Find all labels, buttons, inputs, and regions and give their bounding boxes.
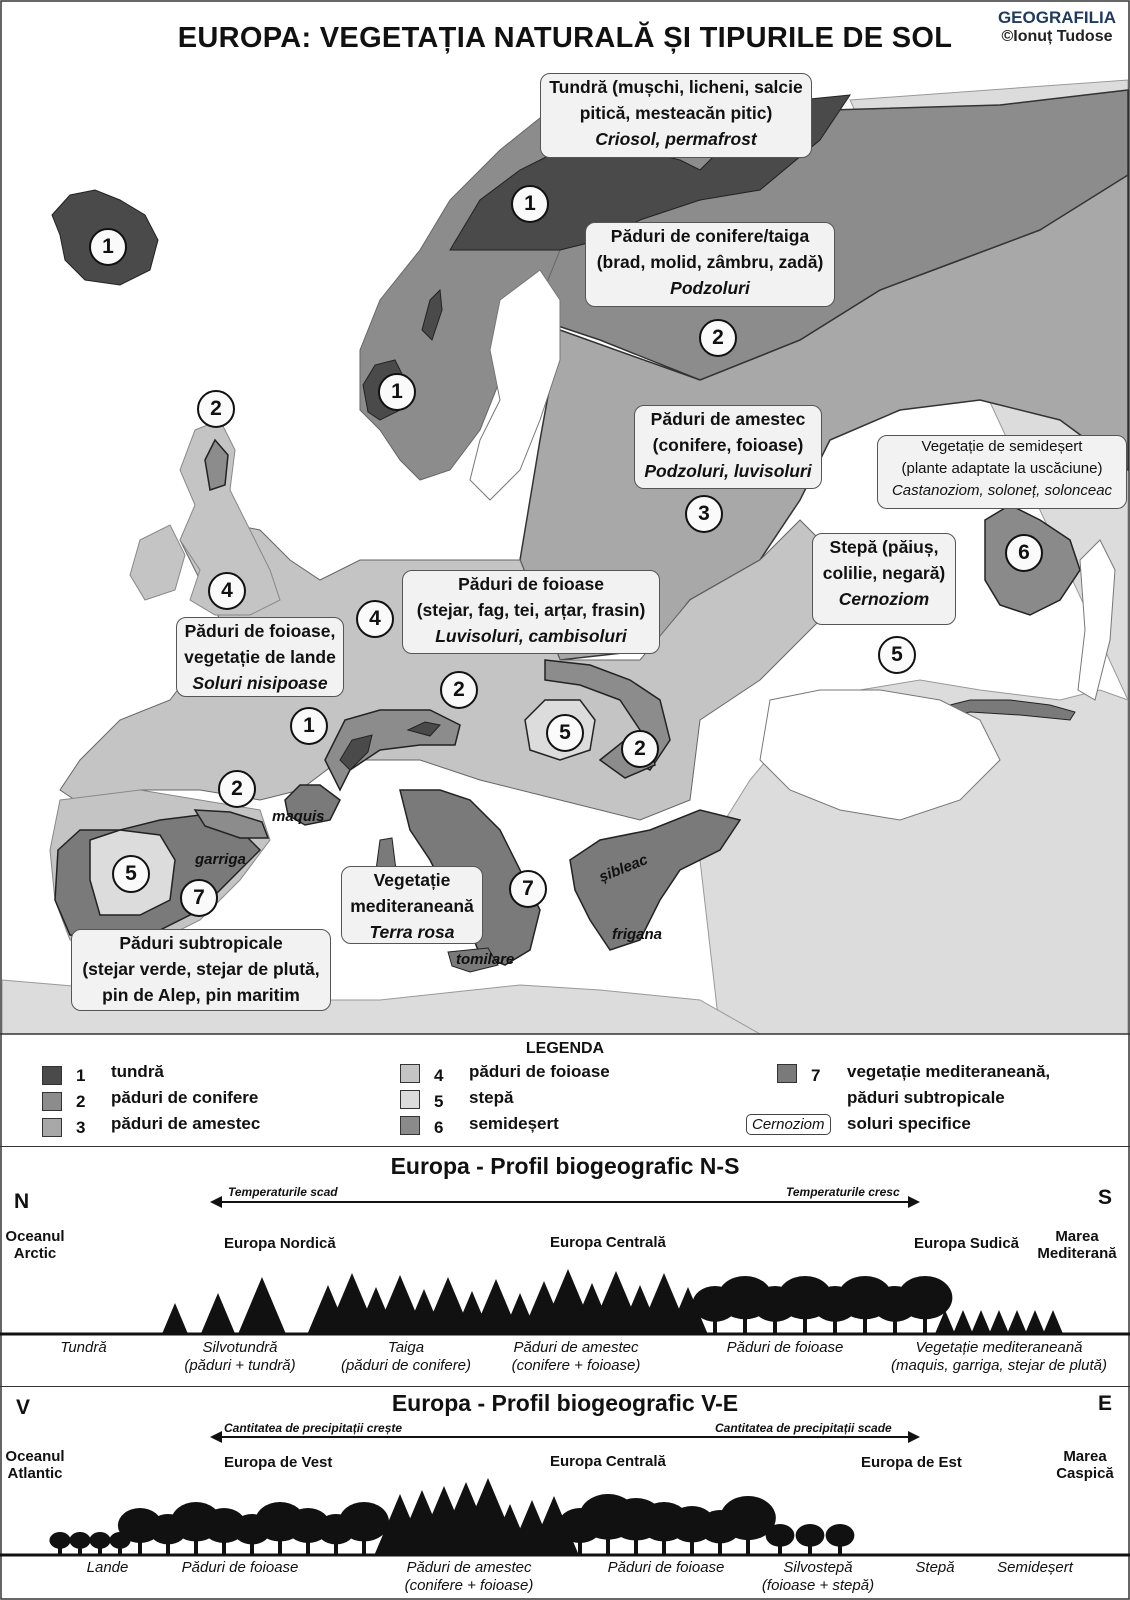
legend-swatch-steppe <box>400 1090 420 1109</box>
label-mediterranean <box>341 866 483 944</box>
legend-num-2: 2 <box>76 1092 86 1111</box>
label-deciduous-line2: (stejar, fag, tei, arțar, frasin) <box>416 600 646 620</box>
label-semidesert-line2: (plante adaptate la uscăciune) <box>901 460 1103 477</box>
profile-we-zone-deciduous-east <box>586 1559 746 1577</box>
veg-word-tomilare: tomilare <box>456 951 515 968</box>
label-subtropical <box>71 929 331 1011</box>
label-conifers-line1: Păduri de conifere/taiga <box>610 226 810 246</box>
legend-label-semidesert: semideșert <box>469 1114 559 1133</box>
zone-number-marker: 2 <box>197 390 235 428</box>
label-mediterranean-soil: Terra rosa <box>369 922 455 942</box>
profile-we-zone-mixed <box>384 1559 554 1595</box>
label-mixed-soil: Podzoluri, luvisoluri <box>644 461 812 481</box>
legend-swatch-conifers <box>42 1092 62 1111</box>
label-lande-line1: Păduri de foioase, <box>184 621 336 641</box>
profile-we-zone-steppe <box>905 1559 965 1577</box>
veg-word-maquis: maquis <box>272 808 325 825</box>
legend-label-conifers: păduri de conifere <box>111 1088 259 1107</box>
zone-number-marker: 4 <box>208 572 246 610</box>
label-semidesert-line1: Vegetație de semideșert <box>921 438 1083 455</box>
profile-we-east-letter: E <box>1097 1392 1112 1415</box>
legend-num-5: 5 <box>434 1092 444 1111</box>
profile-ns-zone-tundra-name: Tundră <box>60 1339 107 1356</box>
profile-we-zone-silvosteppe-desc: (foioase + stepă) <box>761 1577 875 1594</box>
profile-ns-zone-silvotundra-desc: (păduri + tundră) <box>184 1357 296 1374</box>
profile-we-right-sea-line2: Caspică <box>1056 1465 1114 1482</box>
label-tundra <box>540 73 812 158</box>
legend-bottom-divider <box>0 1146 1130 1147</box>
profile-ns-zone-deciduous <box>700 1339 870 1357</box>
zone-number-marker: 5 <box>112 855 150 893</box>
profile-ns-zone-mixed-name: Păduri de amestec <box>513 1339 639 1356</box>
profile-we-zone-steppe-name: Stepă <box>915 1559 955 1576</box>
profile-ns-right-sea-line2: Mediterană <box>1037 1245 1117 1262</box>
profile-ns-zone-silvotundra-name: Silvotundră <box>202 1339 278 1356</box>
profile-we-right-sea <box>1050 1448 1120 1482</box>
profile-we-zone-semidesert-name: Semideșert <box>997 1559 1073 1576</box>
legend-num-1: 1 <box>76 1066 86 1085</box>
profile-we-left-sea-line2: Atlantic <box>7 1465 63 1482</box>
profile-ns-region-south: Europa Sudică <box>914 1235 1020 1252</box>
profile-we-zone-lande <box>70 1559 145 1577</box>
label-deciduous <box>402 570 660 654</box>
profile-ns-zone-taiga-name: Taiga <box>387 1339 425 1356</box>
profile-ns-region-central: Europa Centrală <box>550 1234 666 1251</box>
profile-ns-zone-mixed-desc: (conifere + foioase) <box>511 1357 641 1374</box>
profile-we-zone-semidesert <box>980 1559 1090 1577</box>
legend-num-4: 4 <box>434 1066 444 1085</box>
profile-we-zone-mixed-name: Păduri de amestec <box>406 1559 532 1576</box>
profile-ns-left-sea-line2: Arctic <box>13 1245 57 1262</box>
legend-soil-sample: Cernoziom <box>746 1114 831 1135</box>
veg-word-sibleac: șibleac <box>596 851 651 886</box>
zone-number-marker: 2 <box>440 671 478 709</box>
profile-ns-zone-mediterranean-name: Vegetație mediteraneană <box>915 1339 1083 1356</box>
zone-number-marker: 1 <box>290 707 328 745</box>
label-lande <box>176 617 344 697</box>
label-deciduous-line1: Păduri de foioase <box>458 574 604 594</box>
label-subtropical-line2: (stejar verde, stejar de plută, <box>82 959 320 979</box>
label-mediterranean-line1: Vegetație <box>373 870 451 890</box>
legend-label-mediterranean: vegetație mediteraneană, <box>847 1062 1051 1081</box>
label-mixed-line1: Păduri de amestec <box>650 409 806 429</box>
profile-we-left-sea <box>4 1448 66 1482</box>
profile-we-title: Europa - Profil biogeografic V-E <box>391 1390 739 1416</box>
label-conifers-line2: (brad, molid, zâmbru, zadă) <box>596 252 824 272</box>
zone-number-marker: 1 <box>378 373 416 411</box>
zone-number-marker: 5 <box>878 636 916 674</box>
profile-ns-left-sea-line1: Oceanul <box>5 1228 65 1245</box>
brand-logo <box>998 8 1116 46</box>
map-title: EUROPA: VEGETAȚIA NATURALĂ ȘI TIPURILE DE SOL <box>177 22 953 54</box>
zone-number-marker: 1 <box>511 185 549 223</box>
profile-ns-right-sea <box>1032 1228 1122 1262</box>
legend-num-3: 3 <box>76 1118 86 1137</box>
profile-ns-zone-mixed <box>496 1339 656 1375</box>
legend-num-7: 7 <box>811 1066 821 1085</box>
profile-ns-zone-silvotundra <box>170 1339 310 1375</box>
label-tundra-line1: Tundră (mușchi, licheni, salcie <box>549 77 803 97</box>
label-steppe-line2: colilie, negară) <box>822 563 946 583</box>
brand-name: GEOGRAFILIA <box>997 8 1116 27</box>
label-subtropical-line3: pin de Alep, pin maritim <box>102 985 300 1005</box>
zone-number-marker: 2 <box>621 730 659 768</box>
zone-number-marker: 4 <box>356 600 394 638</box>
profile-ns-zone-mediterranean <box>874 1339 1124 1375</box>
label-steppe-line1: Stepă (păiuș, <box>829 537 939 557</box>
label-lande-soil: Soluri nisipoase <box>192 673 328 693</box>
label-deciduous-soil: Luvisoluri, cambisoluri <box>435 626 627 646</box>
profile-we-zone-deciduous-west-name: Păduri de foioase <box>181 1559 299 1576</box>
zone-number-marker: 7 <box>180 879 218 917</box>
profile-ns-south-letter: S <box>1097 1186 1112 1209</box>
zone-number-marker: 2 <box>699 319 737 357</box>
brand-author: ©Ionuț Tudose <box>1001 28 1113 45</box>
legend-label-tundra: tundră <box>111 1062 164 1081</box>
label-tundra-soil: Criosol, permafrost <box>595 129 757 149</box>
legend-label-subtropical: păduri subtropicale <box>847 1088 1005 1107</box>
label-semidesert <box>877 435 1127 509</box>
legend-swatch-tundra <box>42 1066 62 1085</box>
profile-we-right-sea-line1: Marea <box>1063 1448 1107 1465</box>
legend-swatch-mixed <box>42 1118 62 1137</box>
profile-divider <box>0 1386 1130 1387</box>
label-steppe-soil: Cernoziom <box>838 589 930 609</box>
legend-label-mixed: păduri de amestec <box>111 1114 261 1133</box>
profile-we-arrow-left-text: Cantitatea de precipitații crește <box>224 1421 403 1435</box>
legend-swatch-mediterranean <box>777 1064 797 1083</box>
label-mixed-line2: (conifere, foioase) <box>652 435 804 455</box>
legend-soil-label: soluri specifice <box>847 1114 971 1133</box>
profile-ns-zone-mediterranean-desc: (maquis, garriga, stejar de plută) <box>891 1357 1107 1374</box>
profile-we-zone-deciduous-west <box>160 1559 320 1577</box>
profile-ns-region-north: Europa Nordică <box>224 1235 336 1252</box>
label-mediterranean-line2: mediteraneană <box>350 896 474 916</box>
veg-word-frigana: frigana <box>612 926 663 943</box>
label-semidesert-soil: Castanoziom, soloneț, solonceac <box>891 482 1113 499</box>
profile-we-arrow-right-text: Cantitatea de precipitații scade <box>715 1421 892 1435</box>
profile-ns-zone-deciduous-name: Păduri de foioase <box>726 1339 844 1356</box>
profile-ns-north-letter: N <box>14 1190 30 1213</box>
zone-number-marker: 6 <box>1005 534 1043 572</box>
label-steppe <box>812 533 956 625</box>
profile-we-zone-mixed-desc: (conifere + foioase) <box>404 1577 534 1594</box>
profile-ns-zone-taiga <box>326 1339 486 1375</box>
legend-swatch-deciduous <box>400 1064 420 1083</box>
legend-label-steppe: stepă <box>469 1088 514 1107</box>
legend-swatch-semidesert <box>400 1116 420 1135</box>
label-conifers-soil: Podzoluri <box>670 278 750 298</box>
zone-number-marker: 7 <box>509 870 547 908</box>
label-subtropical-line1: Păduri subtropicale <box>119 933 283 953</box>
profile-ns-title: Europa - Profil biogeografic N-S <box>390 1153 740 1179</box>
profile-ns-zone-tundra <box>36 1339 131 1357</box>
profile-ns-zone-taiga-desc: (păduri de conifere) <box>340 1357 472 1374</box>
veg-word-garriga: garriga <box>195 851 246 868</box>
label-tundra-line2: pitică, mesteacăn pitic) <box>579 103 773 123</box>
zone-number-marker: 1 <box>89 228 127 266</box>
profile-we-region-east: Europa de Est <box>861 1454 962 1471</box>
profile-we-zone-lande-name: Lande <box>86 1559 129 1576</box>
profile-we-region-west: Europa de Vest <box>224 1454 333 1471</box>
zone-number-marker: 3 <box>685 495 723 533</box>
label-mixed-forest <box>634 405 822 489</box>
profile-we-left-sea-line1: Oceanul <box>5 1448 65 1465</box>
legend-label-deciduous: păduri de foioase <box>469 1062 610 1081</box>
zone-number-marker: 2 <box>218 770 256 808</box>
profile-we-zone-deciduous-east-name: Păduri de foioase <box>607 1559 725 1576</box>
label-conifers <box>585 222 835 307</box>
profile-we-west-letter: V <box>16 1396 31 1419</box>
profile-ns-arrow-left-text: Temperaturile scad <box>228 1185 338 1199</box>
legend-num-6: 6 <box>434 1118 444 1137</box>
zone-number-marker: 5 <box>546 714 584 752</box>
profile-ns-arrow-right-text: Temperaturile cresc <box>786 1185 900 1199</box>
profile-we-zone-silvosteppe <box>748 1559 888 1595</box>
profile-ns-left-sea <box>4 1228 66 1262</box>
profile-we-zone-silvosteppe-name: Silvostepă <box>783 1559 853 1576</box>
label-lande-line2: vegetație de lande <box>184 647 336 667</box>
profile-ns-right-sea-line1: Marea <box>1055 1228 1099 1245</box>
profile-we-region-central: Europa Centrală <box>550 1453 666 1470</box>
legend-title: LEGENDA <box>525 1040 605 1057</box>
